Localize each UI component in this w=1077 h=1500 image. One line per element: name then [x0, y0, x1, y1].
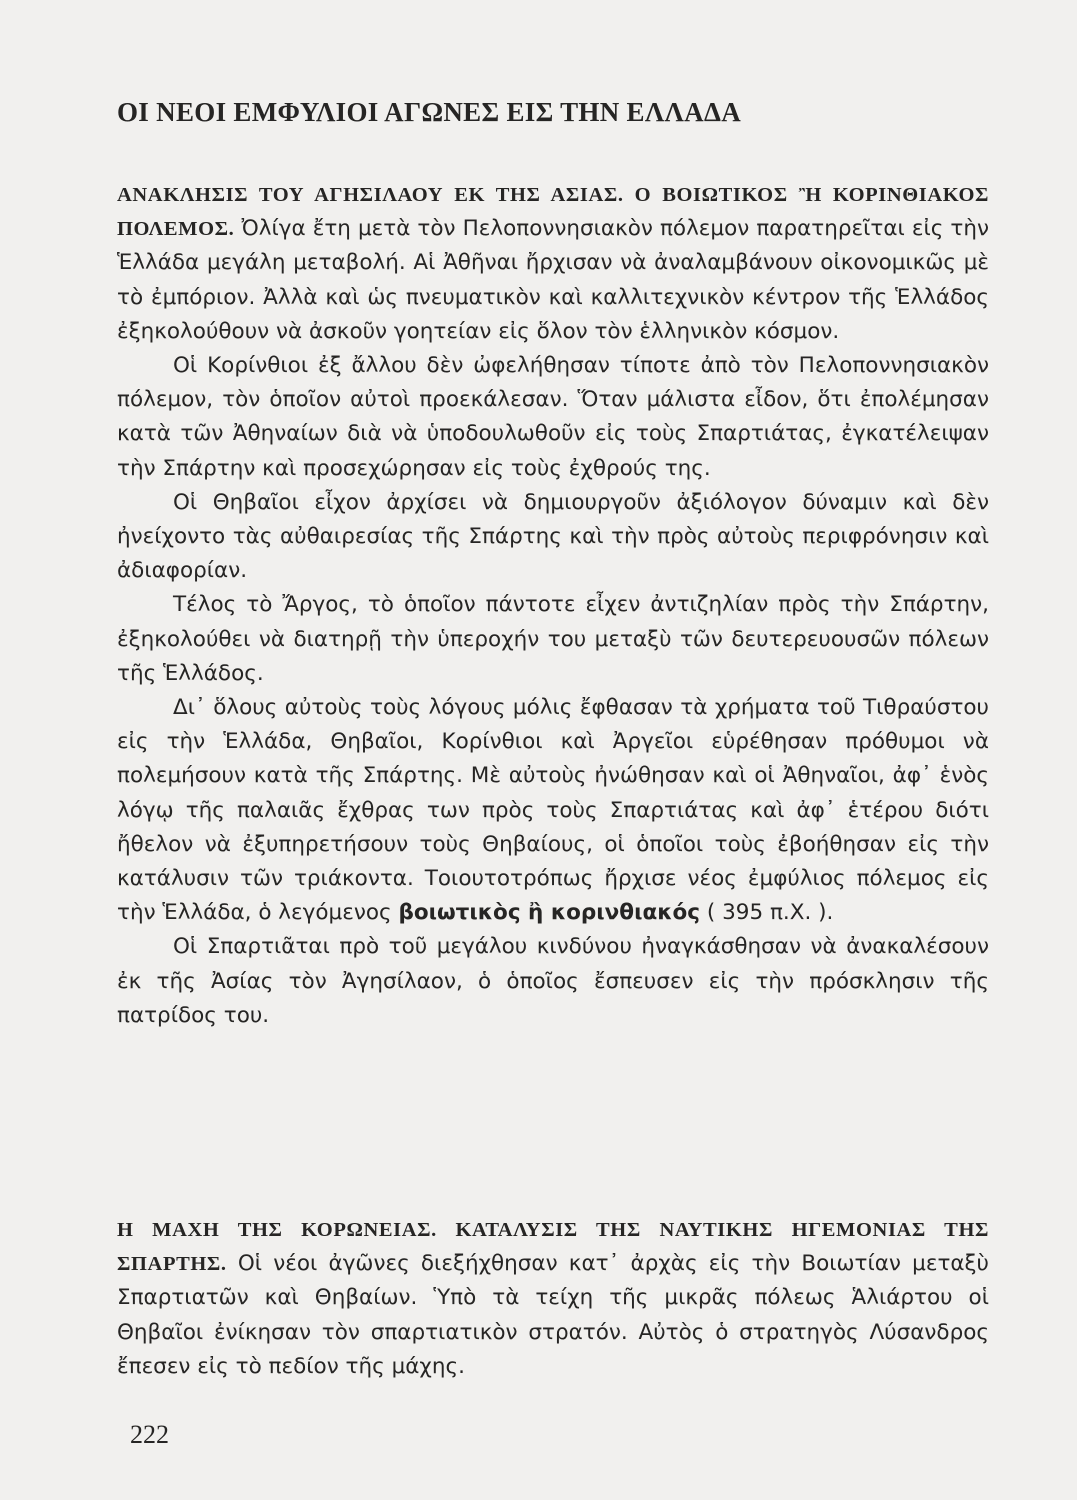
section-heading: ΑΝΑΚΛΗΣΙΣ ΤΟΥ ΑΓΗΣΙΛΑΟΥ ΕΚ ΤΗΣ ΑΣΙΑΣ. Ο ΒΟΙΩΤΙΚΟΣ Ἢ ΚΟΡΙΝΘΙΑΚΟΣ ΠΟΛΕΜΟΣ. — [117, 184, 989, 241]
paragraph: Οἱ Θηβαῖοι εἶχον ἀρχίσει νὰ δημιουργοῦν ἀξιόλογον δύναμιν καὶ δὲν ἠνείχοντο τὰς αὐθαιρεσίας τῆς Σπάρτης καὶ τὴν πρὸς αὐτοὺς περιφρόνησιν καὶ ἀδιαφορίαν. — [117, 489, 989, 584]
paragraph: Τέλος τὸ Ἄργος, τὸ ὁποῖον πάντοτε εἶχεν ἀντιζηλίαν πρὸς τὴν Σπάρτην, ἐξηκολούθει νὰ διατηρῇ τὴν ὑπεροχήν του μεταξὺ τῶν δευτερευουσῶν πόλεων τῆς Ἑλλάδος. — [117, 592, 989, 686]
paragraph-text: Δι᾽ ὅλους αὐτοὺς τοὺς λόγους μόλις ἔφθασαν τὰ χρήματα τοῦ Τιθραύστου εἰς τὴν Ἑλλάδα, Θηβαῖοι, Κορίνθιοι καὶ Ἀργεῖοι εὑρέθησαν πρόθυμοι νὰ πολεμήσουν κατὰ τῆς Σπάρτης. Μὲ αὐτοὺς ἠνώθησαν καὶ οἱ Ἀθηναῖοι, ἀφ᾽ ἑνὸς λόγῳ τῆς παλαιᾶς ἔχθρας των πρὸς τοὺς Σπαρτιάτας καὶ ἀφ᾽ ἑτέρου διότι ἤθελον νὰ ἐξυπηρετήσουν τοὺς Θηβαίους, οἱ ὁποῖοι τοὺς ἐβοήθησαν εἰς τὴν κατάλυσιν τῶν τριάκοντα. Τοιουτοτρόπως ἤρχισε νέος ἐμφύλιος πόλεμος εἰς τὴν Ἑλλάδα, ὁ λεγόμενος — [117, 695, 989, 926]
date-text: ( 395 π.Χ. ). — [706, 900, 834, 926]
paragraph-text: Ὀλίγα ἔτη μετὰ τὸν Πελοποννησιακὸν πόλεμον παρατηρεῖται εἰς τὴν Ἑλλάδα μεγάλη μεταβολή. Αἱ Ἀθῆναι ἤρχισαν νὰ ἀναλαμβάνουν οἰκονομικῶς μὲ τὸ ἐμπόριον. Ἀλλὰ καὶ ὡς πνευματικὸν καὶ καλλιτεχνικὸν κέντρον τῆς Ἑλλάδος ἐξηκολούθουν νὰ ἀσκοῦν γοητείαν εἰς ὅλον τὸν ἑλληνικὸν κόσμον. — [117, 216, 989, 344]
page-number: 222 — [130, 1420, 169, 1449]
emphasized-war-name: βοιωτικὸς ἢ κορινθιακός — [398, 900, 701, 926]
section-intro-paragraph — [117, 178, 989, 349]
page-title: ΟΙ ΝΕΟΙ ΕΜΦΥΛΙΟΙ ΑΓΩΝΕΣ ΕΙΣ ΤΗΝ ΕΛΛΑΔΑ — [117, 97, 742, 127]
section-recall-of-agesilaus — [117, 178, 989, 1033]
section-intro-paragraph — [117, 1213, 989, 1384]
paragraph: Οἱ Κορίνθιοι ἐξ ἄλλου δὲν ὠφελήθησαν τίποτε ἀπὸ τὸν Πελοποννησιακὸν πόλεμον, τὸν ὁποῖον αὐτοὶ προεκάλεσαν. Ὅταν μάλιστα εἶδον, ὅτι ἐπολέμησαν κατὰ τῶν Ἀθηναίων διὰ νὰ ὑποδουλωθοῦν εἰς τοὺς Σπαρτιάτας, ἐγκατέλειψαν τὴν Σπάρτην καὶ προσεχώρησαν εἰς τοὺς ἐχθρούς της. — [117, 353, 989, 481]
section-battle-of-coronea — [117, 1213, 989, 1384]
paragraph: Οἱ Σπαρτιᾶται πρὸ τοῦ μεγάλου κινδύνου ἠναγκάσθησαν νὰ ἀνακαλέσουν ἐκ τῆς Ἀσίας τὸν Ἀγησίλαον, ὁ ὁποῖος ἔσπευσεν εἰς τὴν πρόσκλησιν τῆς πατρίδος του. — [117, 934, 989, 1028]
section-heading: Η ΜΑΧΗ ΤΗΣ ΚΟΡΩΝΕΙΑΣ. ΚΑΤΑΛΥΣΙΣ ΤΗΣ ΝΑΥΤΙΚΗΣ ΗΓΕΜΟΝΙΑΣ ΤΗΣ ΣΠΑΡΤΗΣ. — [117, 1219, 989, 1276]
paragraph-text: Οἱ νέοι ἀγῶνες διεξήχθησαν κατ᾽ ἀρχὰς εἰς τὴν Βοιωτίαν μεταξὺ Σπαρτιατῶν καὶ Θηβαίων. Ὑπὸ τὰ τείχη τῆς μικρᾶς πόλεως Ἁλιάρτου οἱ Θηβαῖοι ἐνίκησαν τὸν σπαρτιατικὸν στρατόν. Αὐτὸς ὁ στρατηγὸς Λύσανδρος ἔπεσεν εἰς τὸ πεδίον τῆς μάχης. — [117, 1251, 989, 1379]
paragraph — [117, 691, 989, 930]
